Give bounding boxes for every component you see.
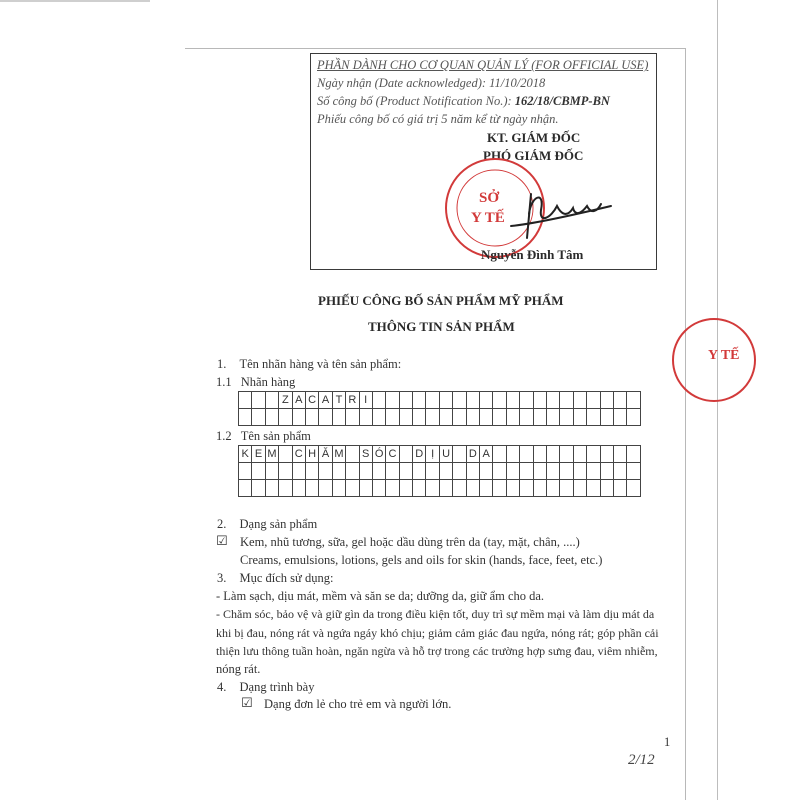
product-cell: [627, 446, 640, 463]
brand-cell: [252, 392, 265, 409]
brand-cell: [439, 392, 452, 409]
product-cell: E: [252, 446, 265, 463]
product-cell: C: [386, 446, 399, 463]
product-grid-row: [239, 446, 641, 463]
sheet-top-edge: [185, 48, 685, 49]
notification-label: Số công bố (Product Notification No.):: [317, 94, 515, 108]
product-cell: [453, 446, 466, 463]
brand-grid: [238, 391, 641, 426]
section-3-number: 3.: [217, 571, 227, 585]
official-header: PHẦN DÀNH CHO CƠ QUAN QUẢN LÝ (FOR OFFICIAL USE): [317, 58, 649, 72]
product-cell: M: [265, 446, 278, 463]
signature: [501, 184, 631, 244]
handwritten-page-mark: 2/12: [628, 752, 655, 768]
section-1-title: Tên nhãn hàng và tên sản phẩm:: [239, 357, 402, 371]
product-cell: [520, 446, 533, 463]
section-1-number: 1.: [217, 357, 227, 371]
section-2-heading: [217, 517, 317, 532]
stamp-edge: [672, 318, 756, 402]
kt-director: KT. GIÁM ĐỐC: [487, 130, 581, 145]
deputy-director: PHÓ GIÁM ĐỐC: [483, 148, 584, 163]
product-cell: [493, 446, 506, 463]
brand-cell: Z: [279, 392, 292, 409]
brand-cell: [265, 392, 278, 409]
section-4-number: 4.: [217, 680, 227, 694]
product-type-vi: Kem, nhũ tương, sữa, gel hoặc dầu dùng trên da (tay, mặt, chân, ....): [240, 535, 580, 549]
brand-cell: [506, 392, 519, 409]
stamp-word-1: SỞ: [479, 190, 500, 206]
product-cell: C: [292, 446, 305, 463]
notification-line: [317, 94, 610, 109]
product-cell: M: [332, 446, 345, 463]
product-cell: [573, 446, 586, 463]
brand-cell: [587, 392, 600, 409]
brand-cell: [453, 392, 466, 409]
brand-grid-row: [239, 409, 641, 426]
section-2-title: Dạng sản phẩm: [239, 517, 318, 531]
stamp-edge-text: Y TẾ: [708, 348, 740, 363]
purpose-line-3: khi bị đau, nóng rát và ngứa ngáy khó chịu; giảm cảm giác đau ngứa, nóng rát; góp phần cải: [216, 626, 659, 640]
section-1-1-label: Nhãn hàng: [240, 375, 296, 389]
brand-cell: [372, 392, 385, 409]
product-cell: [279, 446, 292, 463]
page-number: 1: [664, 735, 671, 749]
section-1-1-heading: [216, 375, 295, 390]
section-3-title: Mục đích sử dụng:: [239, 571, 334, 585]
purpose-line-1: - Làm sạch, dịu mát, mềm và săn se da; dưỡng da, giữ ẩm cho da.: [216, 589, 545, 603]
product-cell: H: [305, 446, 318, 463]
product-cell: [399, 446, 412, 463]
section-1-2-label: Tên sản phẩm: [240, 429, 311, 443]
page-edge-top: [0, 0, 150, 2]
product-cell: Ị: [426, 446, 439, 463]
brand-cell: R: [346, 392, 359, 409]
brand-cell: [426, 392, 439, 409]
brand-cell: C: [305, 392, 318, 409]
section-1-heading: [217, 357, 401, 372]
document-subtitle: THÔNG TIN SẢN PHẨM: [368, 319, 515, 334]
brand-cell: [560, 392, 573, 409]
brand-cell: [546, 392, 559, 409]
brand-cell: [627, 392, 640, 409]
stamp-word-2: Y TẾ: [471, 210, 505, 226]
brand-cell: A: [319, 392, 332, 409]
product-cell: [587, 446, 600, 463]
product-name-grid: [238, 445, 641, 497]
official-use-box: [310, 53, 657, 270]
brand-cell: [239, 392, 252, 409]
product-cell: Ă: [319, 446, 332, 463]
section-4-title: Dạng trình bày: [239, 680, 315, 694]
product-cell: [613, 446, 626, 463]
section-1-2-number: 1.2: [216, 429, 232, 443]
purpose-line-5: nóng rát.: [216, 662, 261, 676]
product-cell: [533, 446, 546, 463]
product-cell: [560, 446, 573, 463]
signer-name: Nguyễn Đình Tâm: [481, 247, 584, 262]
checkbox-icon: ☑: [241, 696, 253, 711]
product-grid-row: [239, 480, 641, 497]
product-cell: [506, 446, 519, 463]
brand-cell: [600, 392, 613, 409]
product-cell: D: [413, 446, 426, 463]
section-2-number: 2.: [217, 517, 227, 531]
purpose-line-2: - Chăm sóc, bảo vệ và giữ gìn da trong điều kiện tốt, duy trì sự mềm mại và làm dịu mát da: [216, 607, 655, 621]
section-4-heading: [217, 680, 314, 695]
product-type-en: Creams, emulsions, lotions, gels and oils for skin (hands, face, feet, etc.): [240, 553, 603, 567]
brand-cell: [613, 392, 626, 409]
notification-number: 162/18/CBMP-BN: [514, 94, 610, 108]
brand-cell: [466, 392, 479, 409]
brand-cell: [386, 392, 399, 409]
product-cell: [600, 446, 613, 463]
brand-cell: [413, 392, 426, 409]
product-cell: A: [480, 446, 493, 463]
checkbox-icon: ☑: [216, 534, 228, 549]
brand-cell: A: [292, 392, 305, 409]
brand-grid-row: [239, 392, 641, 409]
product-grid-row: [239, 463, 641, 480]
section-1-1-number: 1.1: [216, 375, 232, 389]
purpose-line-4: thiện lưu thông tuần hoàn, ngăn ngừa và hỗ trợ trong các trường hợp sưng đau, viêm nhiễm,: [216, 644, 658, 658]
product-cell: Ó: [372, 446, 385, 463]
document-title: PHIẾU CÔNG BỐ SẢN PHẨM MỸ PHẨM: [318, 293, 564, 308]
presentation-item: Dạng đơn lẻ cho trẻ em và người lớn.: [264, 697, 452, 711]
brand-cell: [480, 392, 493, 409]
product-cell: S: [359, 446, 372, 463]
date-received: Ngày nhận (Date acknowledged): 11/10/2018: [317, 76, 546, 90]
validity-note: Phiếu công bố có giá trị 5 năm kể từ ngày nhận.: [317, 112, 559, 126]
section-1-2-heading: [216, 429, 311, 444]
brand-cell: [493, 392, 506, 409]
brand-cell: [533, 392, 546, 409]
brand-cell: [520, 392, 533, 409]
product-cell: [546, 446, 559, 463]
brand-cell: I: [359, 392, 372, 409]
product-cell: [346, 446, 359, 463]
product-cell: D: [466, 446, 479, 463]
product-cell: U: [439, 446, 452, 463]
brand-cell: [399, 392, 412, 409]
brand-cell: T: [332, 392, 345, 409]
brand-cell: [573, 392, 586, 409]
sheet-right-edge: [685, 48, 686, 800]
product-cell: K: [239, 446, 252, 463]
section-3-heading: [217, 571, 333, 586]
